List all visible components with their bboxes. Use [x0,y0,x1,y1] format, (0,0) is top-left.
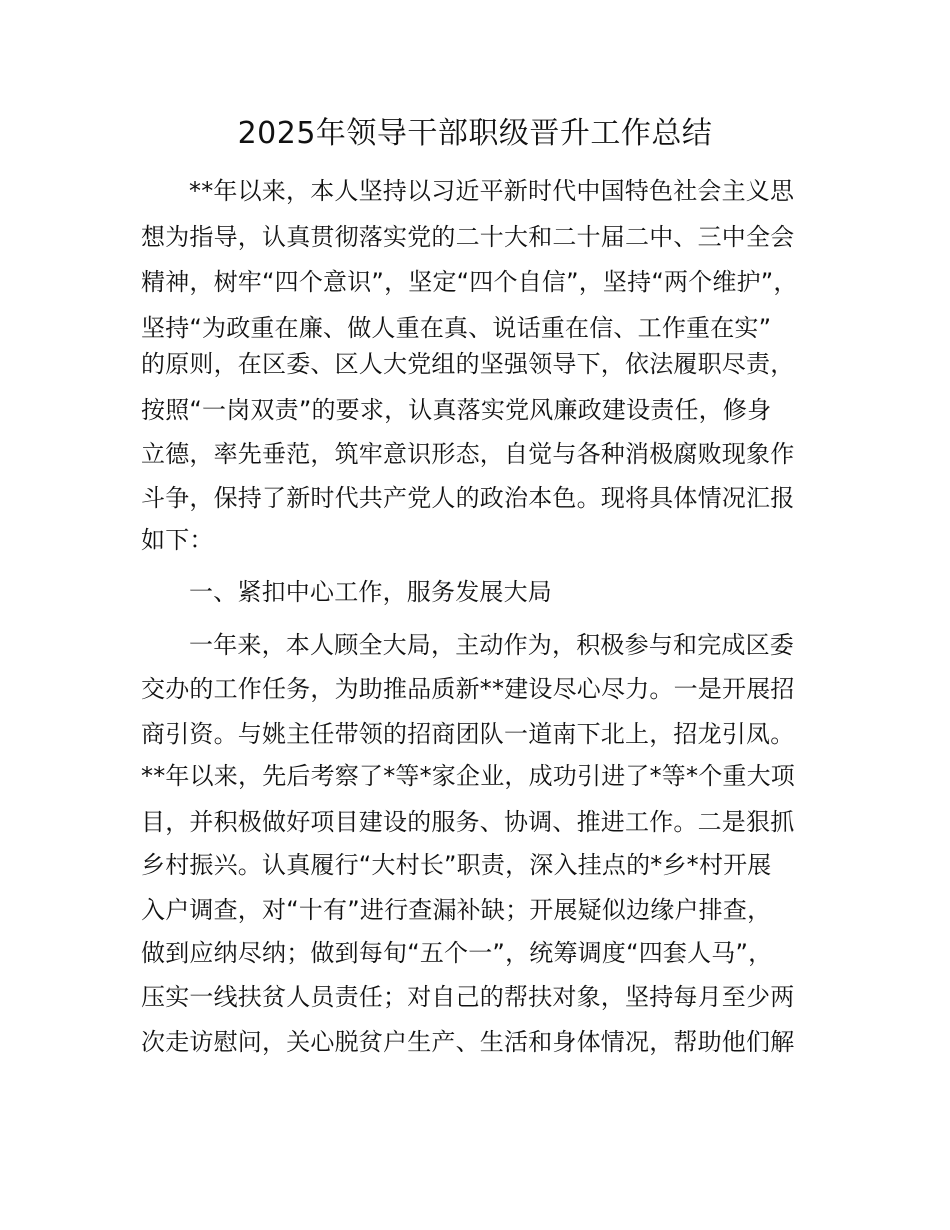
paragraph-line: 立德，率先垂范，筑牢意识形态，自觉与各种消极腐败现象作 [141,440,795,468]
paragraph-line: 压实一线扶贫人员责任；对自己的帮扶对象，坚持每月至少两 [141,983,795,1011]
paragraph-line: 入户调查，对“十有”进行查漏补缺；开展疑似边缘户排查， [141,896,772,924]
paragraph-line: 斗争，保持了新时代共产党人的政治本色。现将具体情况汇报 [141,484,795,512]
paragraph-line: 交办的工作任务，为助推品质新**建设尽心尽力。一是开展招 [141,675,795,703]
paragraph-line: 做到应纳尽纳；做到每旬“五个一”，统筹调度“四套人马”， [141,939,773,967]
paragraph-line: 想为指导，认真贯彻落实党的二十大和二十届二中、三中全会 [141,223,795,251]
paragraph-line: **年以来，本人坚持以习近平新时代中国特色社会主义思 [189,177,795,205]
document-title: 2025年领导干部职级晋升工作总结 [237,116,713,151]
section-heading: 一、紧扣中心工作，服务发展大局 [189,578,552,606]
paragraph-line: 次走访慰问，关心脱贫户生产、生活和身体情况，帮助他们解 [141,1028,795,1056]
paragraph-line: 如下： [141,526,214,554]
paragraph-line: 按照“一岗双责”的要求，认真落实党风廉政建设责任，修身 [141,396,772,424]
paragraph-line: 商引资。与姚主任带领的招商团队一道南下北上，招龙引凤。 [141,720,795,748]
paragraph-line: 坚持“为政重在廉、做人重在真、说话重在信、工作重在实” [141,314,772,342]
paragraph-line: 精神，树牢“四个意识”，坚定“四个自信”，坚持“两个维护”， [141,268,798,296]
paragraph-line: 目，并积极做好项目建设的服务、协调、推进工作。二是狠抓 [141,808,795,836]
paragraph-line: 一年来，本人顾全大局，主动作为，积极参与和完成区委 [189,631,794,659]
paragraph-line: **年以来，先后考察了*等*家企业，成功引进了*等*个重大项 [141,762,795,790]
paragraph-line: 的原则，在区委、区人大党组的坚强领导下，依法履职尽责， [141,350,795,378]
paragraph-line: 乡村振兴。认真履行“大村长”职责，深入挂点的*乡*村开展 [141,851,772,879]
